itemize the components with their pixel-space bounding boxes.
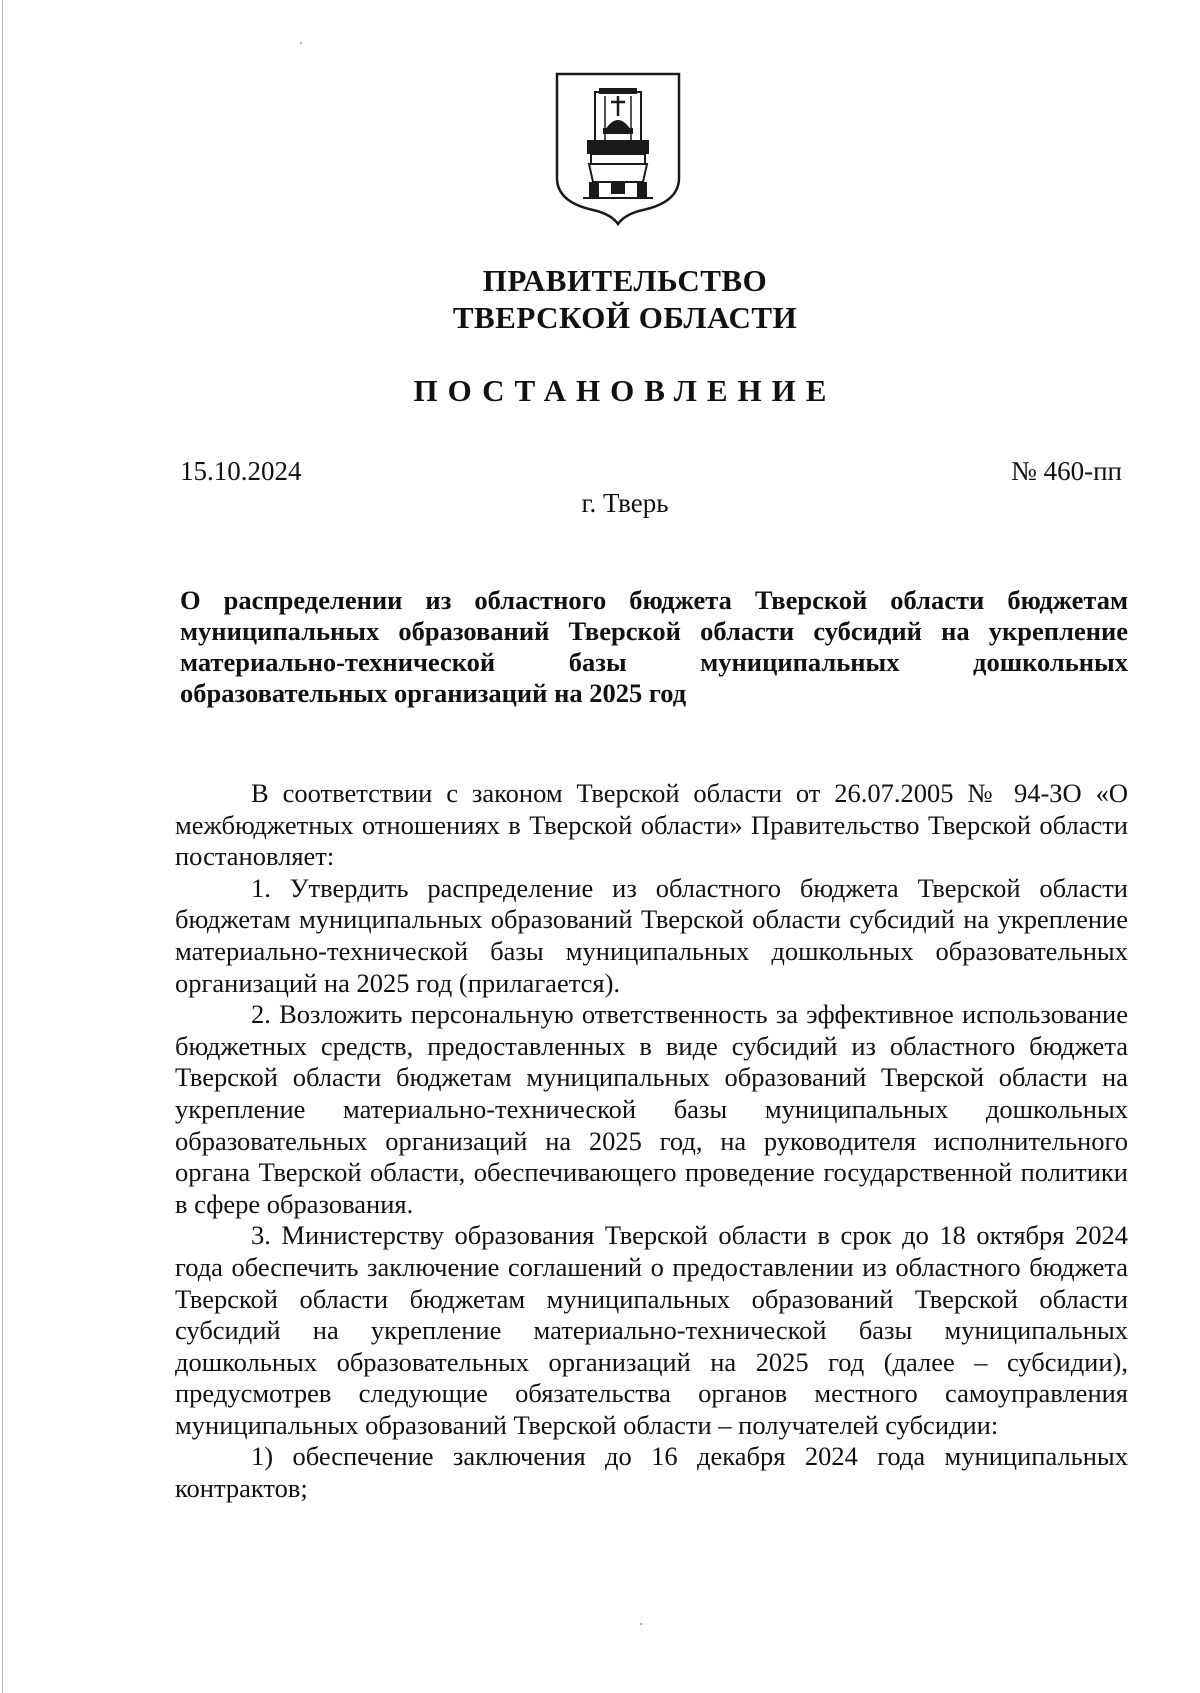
scan-speck [640,1623,642,1625]
document-number: № 460-пп [1011,456,1122,486]
item-3-paragraph: 3. Министерству образования Тверской области в срок до 18 октября 2024 года обеспечить заключение соглашений о предоставлении из областного бюджета Тверской области бюджетам муниципальных образований Тверской области субсидий на укрепление материально-технической базы муниципальных дошкольных образовательных организаций на 2025 год (далее – субсидии), предусмотрев следующие обязательства органов местного самоуправления муниципальных образований Тверской области – получателей субсидии: [175,1220,1128,1440]
document-city: г. Тверь [581,488,669,518]
document-title: О распределении из областного бюджета Тверской области бюджетам муниципальных образований Тверской области субсидий на укрепление материально-технической базы муниципальных дошкольных образовательных организаций на 2025 год [180,585,1128,708]
document-date: 15.10.2024 [180,456,302,486]
item-1-paragraph: 1. Утвердить распределение из областного бюджета Тверской области бюджетам муниципальных образований Тверской области субсидий на укрепление материально-технической базы муниципальных дошкольных образовательных организаций на 2025 год (прилагается). [175,872,1128,998]
document-type: ПОСТАНОВЛЕНИЕ [413,373,837,408]
org-name-line1: ПРАВИТЕЛЬСТВО [482,263,768,298]
intro-paragraph: В соответствии с законом Тверской области от 26.07.2005 № 94-ЗО «О межбюджетных отношениях в Тверской области» Правительство Тверской области постановляет: [175,778,1128,872]
org-name-line2: ТВЕРСКОЙ ОБЛАСТИ [452,300,798,335]
page-edge [2,0,3,1693]
document-body [175,778,1128,1505]
scan-speck [300,42,302,44]
item-2-paragraph: 2. Возложить персональную ответственность за эффективное использование бюджетных средств, предоставленных в виде субсидий из областного бюджета Тверской области бюджетам муниципальных образований Тверской области на укрепление материально-технической базы муниципальных дошкольных образовательных организаций на 2025 год, на руководителя исполнительного органа Тверской области, обеспечивающего проведение государственной политики в сфере образования. [175,999,1128,1219]
coat-of-arms-icon [553,70,683,228]
subitem-1-paragraph: 1) обеспечение заключения до 16 декабря 2024 года муниципальных контрактов; [175,1441,1128,1504]
